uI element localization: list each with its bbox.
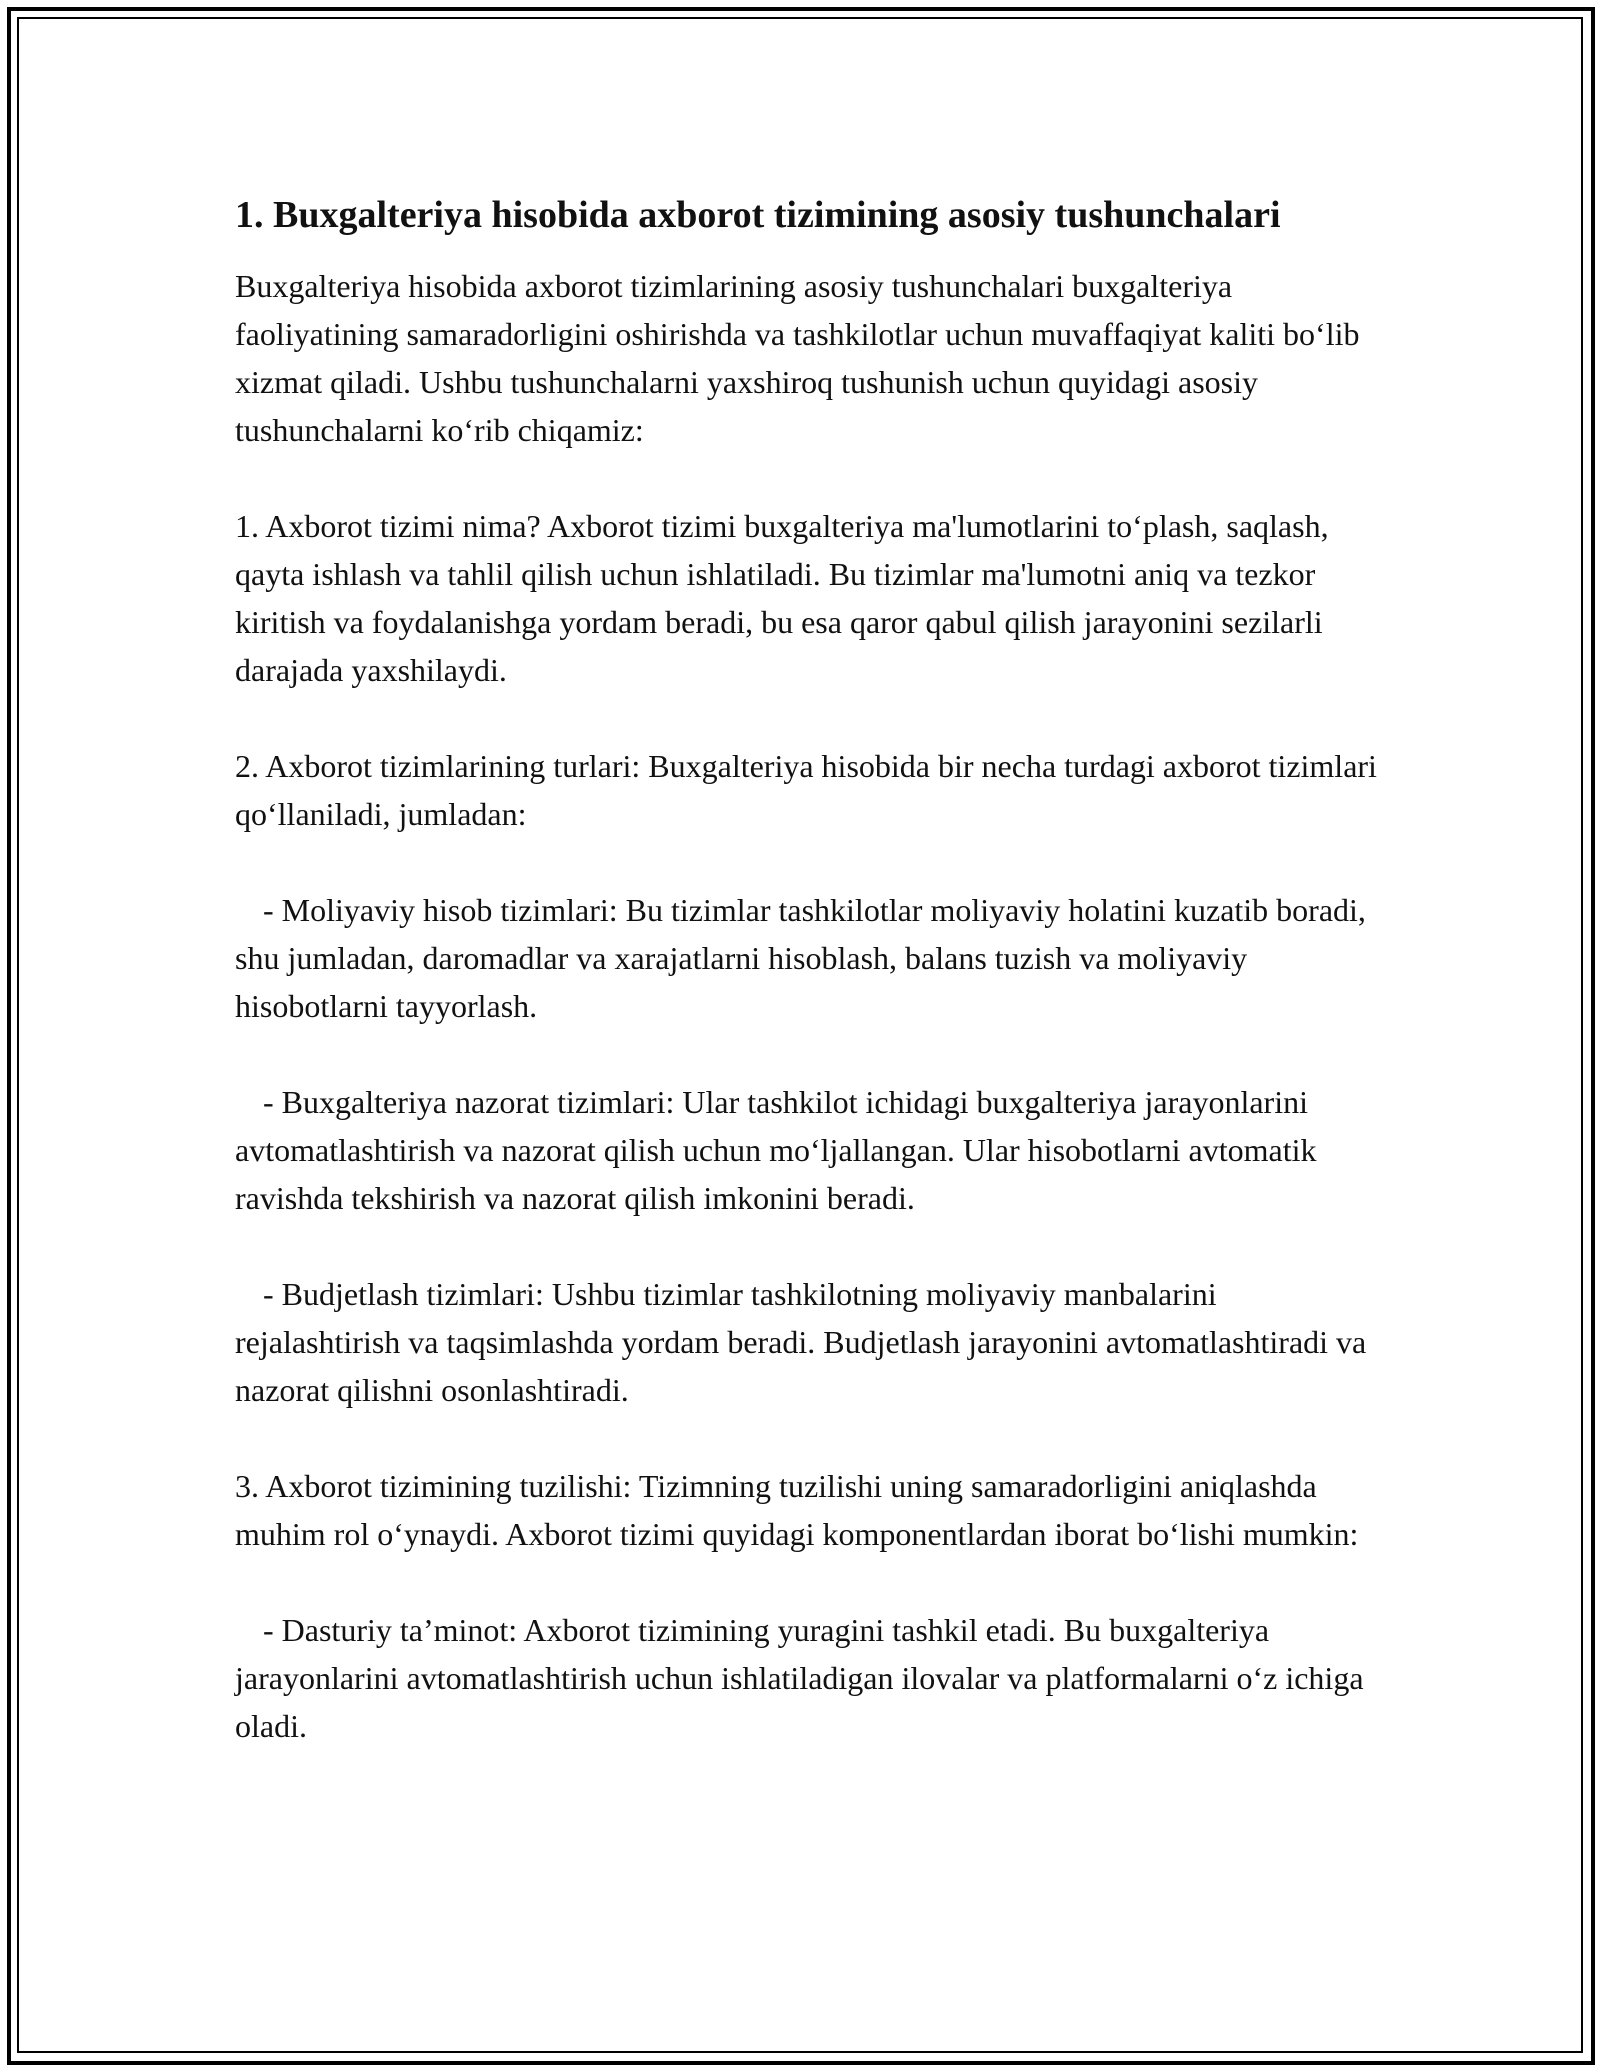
list-item-control-systems: - Buxgalteriya nazorat tizimlari: Ular tashkilot ichidagi buxgalteriya jarayonlarini avtomatlashtirish va nazorat qilish uchun mo‘ljallangan. Ular hisobotlarni avtomatik ravishda tekshirish va nazorat qilish imkonini beradi.	[235, 1084, 1325, 1216]
list-item-budgeting-systems: - Budjetlash tizimlari: Ushbu tizimlar tashkilotning moliyaviy manbalarini rejalashtirish va taqsimlashda yordam beradi. Budjetlash jarayonini avtomatlashtiradi va nazorat qilishni osonlashtiradi.	[235, 1276, 1375, 1408]
intro-paragraph: Buxgalteriya hisobida axborot tizimlarining asosiy tushunchalari buxgalteriya faoliyatining samaradorligini oshirishda va tashkilotlar uchun muvaffaqiyat kaliti bo‘lib xizmat qiladi. Ushbu tushunchalarni yaxshiroq tushunish uchun quyidagi asosiy tushunchalarni ko‘rib chiqamiz:	[235, 268, 1368, 448]
paragraph-system-structure: 3. Axborot tizimining tuzilishi: Tizimning tuzilishi uning samaradorligini aniqlashda muhim rol o‘ynaydi. Axborot tizimi quyidagi komponentlardan iborat bo‘lishi mumkin:	[235, 1468, 1359, 1552]
list-item-software: - Dasturiy ta’minot: Axborot tizimining yuragini tashkil etadi. Bu buxgalteriya jarayonlarini avtomatlashtirish uchun ishlatiladigan ilovalar va platformalarni o‘z ichiga oladi.	[235, 1612, 1372, 1744]
section-heading: 1. Buxgalteriya hisobida axborot tizimining asosiy tushunchalari	[235, 194, 1281, 236]
paragraph-system-types: 2. Axborot tizimlarining turlari: Buxgalteriya hisobida bir necha turdagi axborot tizimlari qo‘llaniladi, jumladan:	[235, 748, 1385, 832]
list-item-financial-systems: - Moliyaviy hisob tizimlari: Bu tizimlar tashkilotlar moliyaviy holatini kuzatib boradi, shu jumladan, daromadlar va xarajatlarni hisoblash, balans tuzish va moliyaviy hisobotlarni tayyorlash.	[235, 892, 1374, 1024]
paragraph-what-is-info-system: 1. Axborot tizimi nima? Axborot tizimi buxgalteriya ma'lumotlarini to‘plash, saqlash, qayta ishlash va tahlil qilish uchun ishlatiladi. Bu tizimlar ma'lumotni aniq va tezkor kiritish va foydalanishga yordam beradi, bu esa qaror qabul qilish jarayonini sezilarli darajada yaxshilaydi.	[235, 508, 1337, 688]
document-body	[235, 188, 1385, 1750]
